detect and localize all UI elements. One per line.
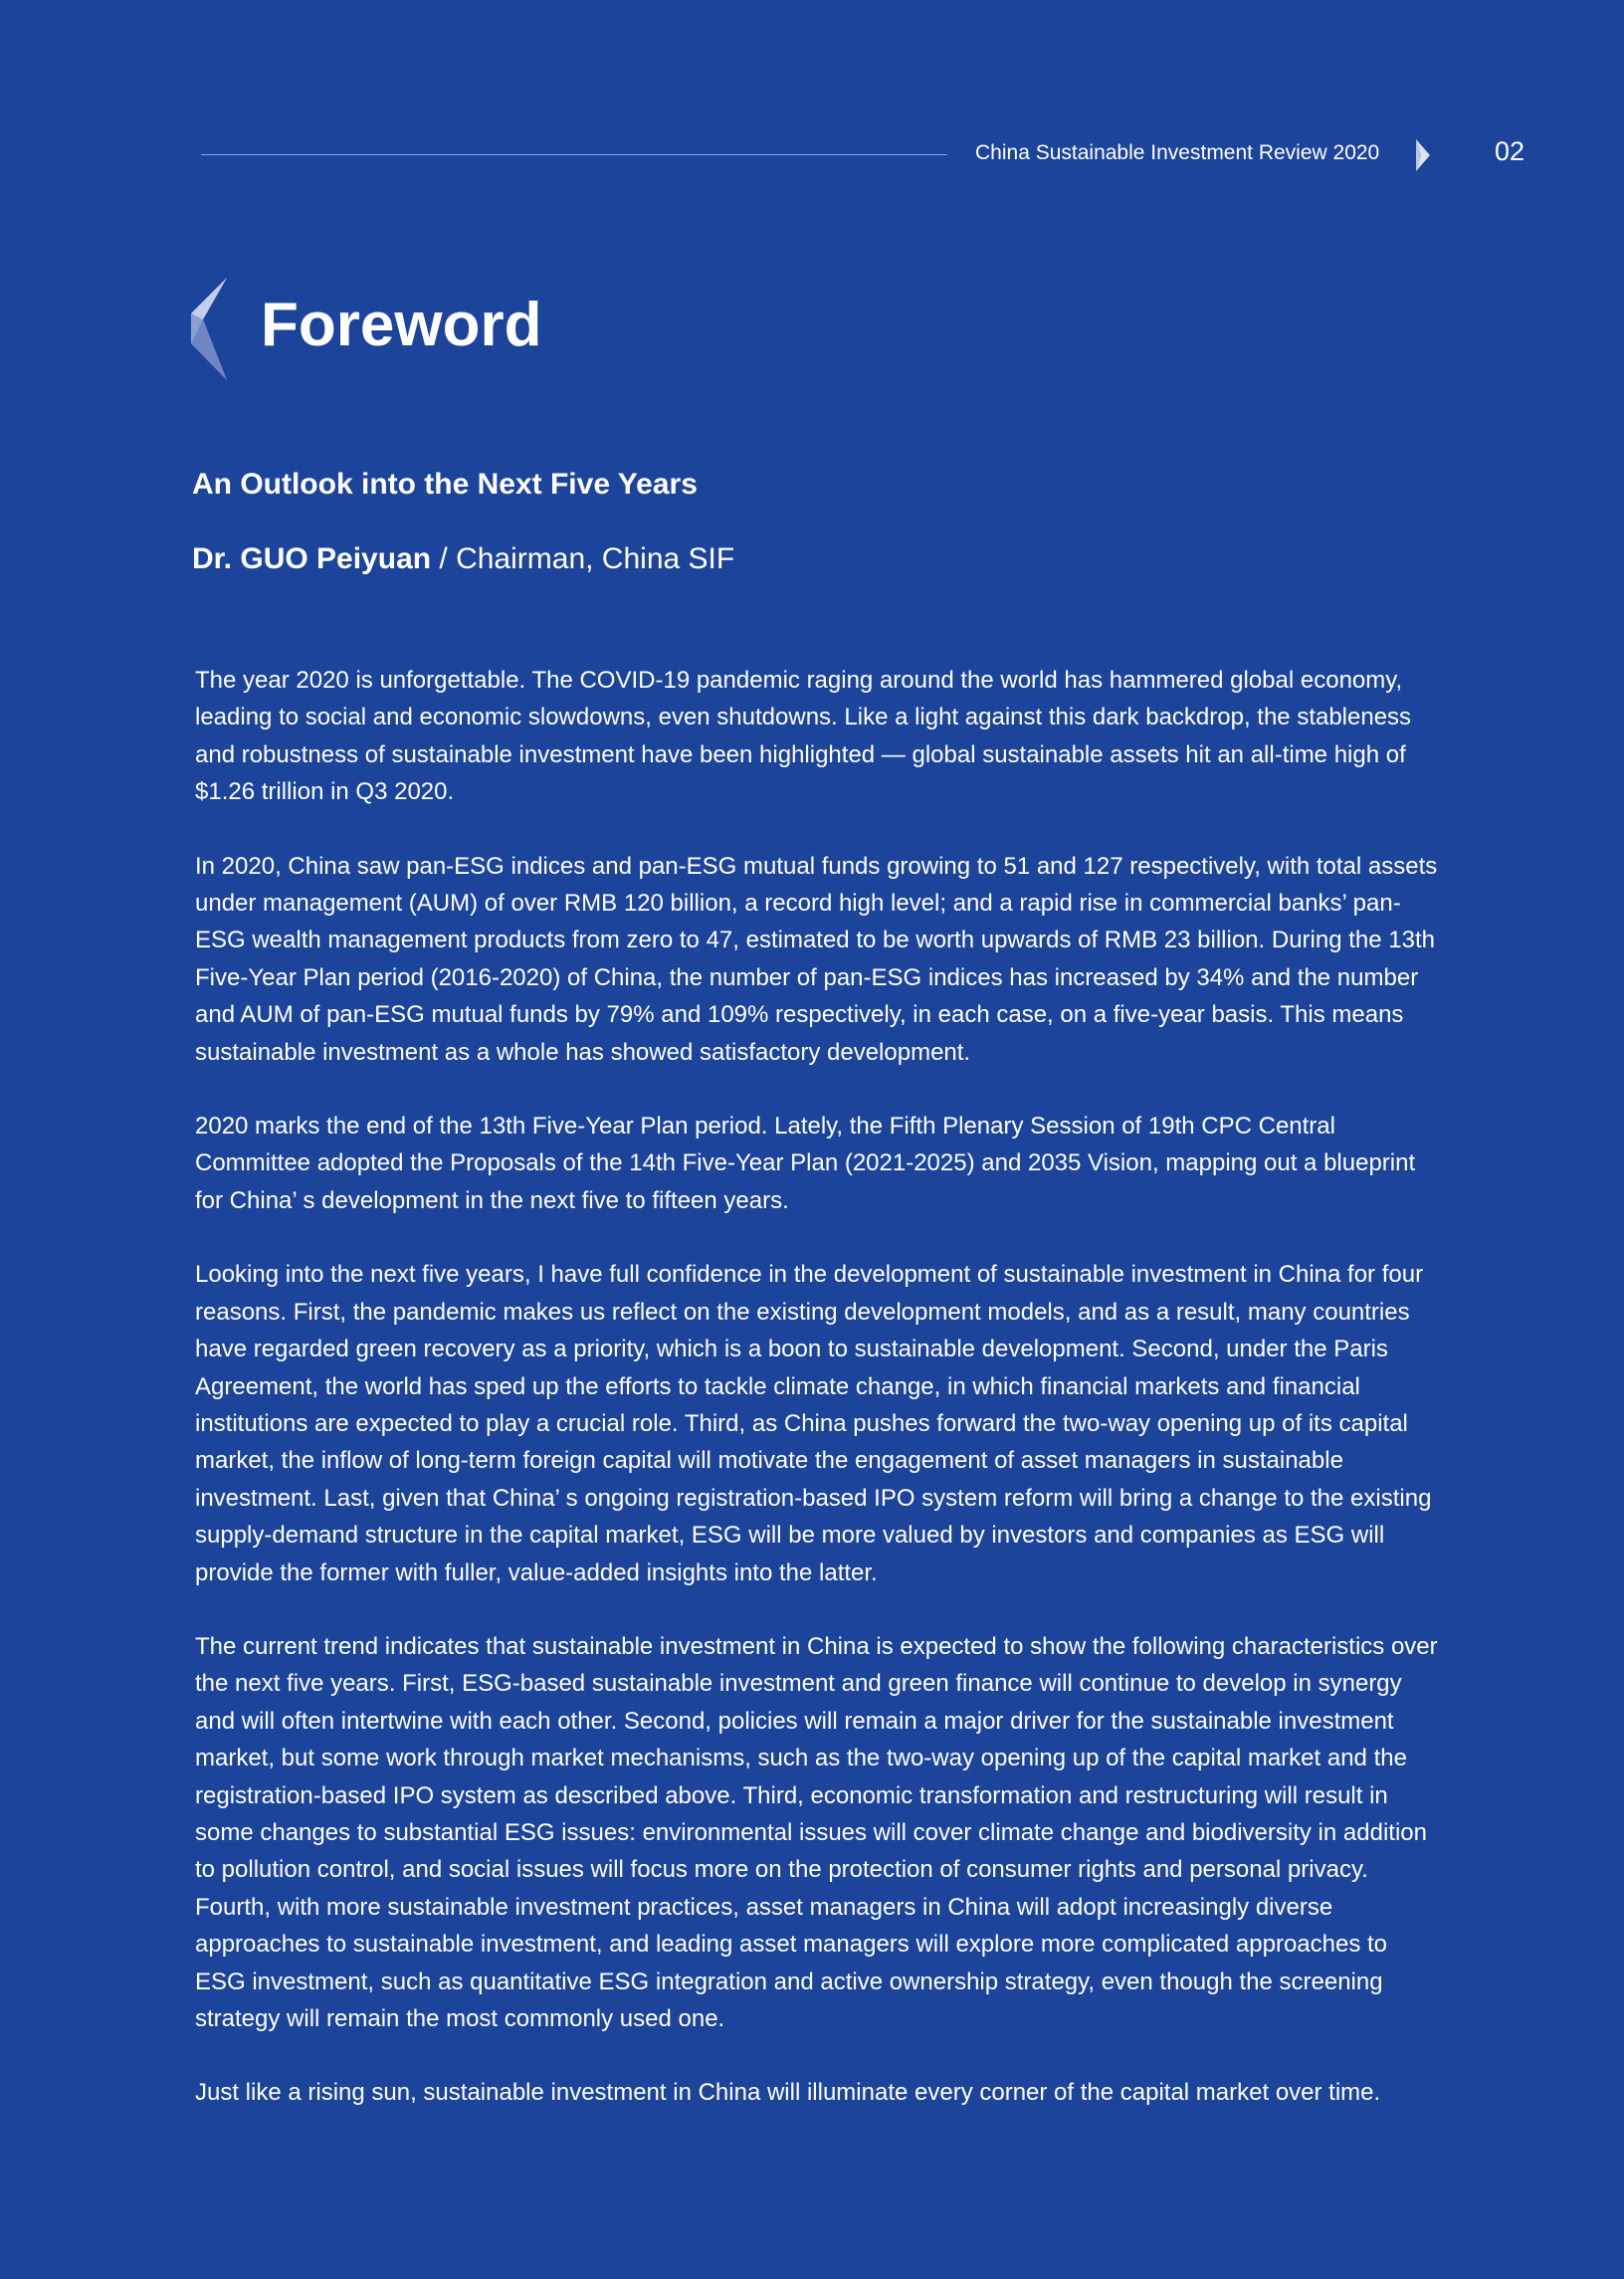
paragraph: 2020 marks the end of the 13th Five-Year Plan period. Lately, the Fifth Plenary Session of 19th CPC Central Committee adopted the Proposals of the 14th Five-Year Plan (2021-2025) and 2035 Vision, mapping out a blueprint for China’ s development in the next five to fifteen years. — [195, 1113, 1416, 1214]
paragraph: The current trend indicates that sustainable investment in China is expected to show the following characteristics over the next five years. First, ESG-based sustainable investment and green finance will continue to develop in synergy and will often intertwine with each other. Second, policies will remain a major driver for the sustainable investment market, but some work through market mechanisms, such as the two-way opening up of the capital market and the registration-based IPO system as described above. Third, economic transformation and restructuring will result in some changes to substantial ESG issues: environmental issues will cover climate change and biodiversity in addition to pollution control, and social issues will focus more on the protection of consumer rights and personal privacy. Fourth, with more sustainable investment practices, asset managers in China will adopt increasingly diverse approaches to sustainable investment, and leading asset managers will explore more complicated approaches to ESG investment, such as quantitative ESG integration and active ownership strategy, even though the screening strategy will remain the most commonly used one. — [195, 1632, 1438, 2032]
paragraph: The year 2020 is unforgettable. The COVID-19 pandemic raging around the world has hammered global economy, leading to social and economic slowdowns, even shutdowns. Like a light against this dark backdrop, the stableness and robustness of sustainable investment have been highlighted — global sustainable assets hit an all-time high of $1.26 trillion in Q3 2020. — [195, 667, 1412, 806]
chevron-left-icon — [191, 278, 227, 380]
chevron-right-icon — [1416, 139, 1430, 171]
author-role: / Chairman, China SIF — [431, 542, 735, 575]
article-body — [195, 662, 1439, 2149]
author-name: Dr. GUO Peiyuan — [192, 542, 432, 575]
page-number: 02 — [1495, 136, 1525, 166]
article-subtitle: An Outlook into the Next Five Years — [192, 468, 698, 501]
header-divider — [201, 154, 947, 155]
paragraph: Looking into the next five years, I have full confidence in the development of sustainable investment in China for four reasons. First, the pandemic makes us reflect on the existing development models, and as a result, many countries have regarded green recovery as a priority, which is a boon to sustainable development. Second, under the Paris Agreement, the world has sped up the efforts to tackle climate change, in which financial markets and financial institutions are expected to play a crucial role. Third, as China pushes forward the two-way opening up of its capital market, the inflow of long-term foreign capital will motivate the engagement of asset managers in sustainable investment. Last, given that China’ s ongoing registration-based IPO system reform will bring a change to the existing supply-demand structure in the capital market, ESG will be more valued by investors and companies as ESG will provide the former with fuller, value-added insights into the latter. — [195, 1261, 1432, 1586]
running-header-title: China Sustainable Investment Review 2020 — [975, 141, 1380, 164]
author-byline — [192, 541, 734, 577]
paragraph: In 2020, China saw pan-ESG indices and pan-ESG mutual funds growing to 51 and 127 respectively, with total assets under management (AUM) of over RMB 120 billion, a record high level; and a rapid rise in commercial banks’ pan-ESG wealth management products from zero to 47, estimated to be worth upwards of RMB 23 billion. During the 13th Five-Year Plan period (2016-2020) of China, the number of pan-ESG indices has increased by 34% and the number and AUM of pan-ESG mutual funds by 79% and 109% respectively, in each case, on a five-year basis. This means sustainable investment as a whole has showed satisfactory development. — [195, 852, 1438, 1066]
page-title: Foreword — [261, 291, 542, 359]
paragraph: Just like a rising sun, sustainable investment in China will illuminate every corner of the capital market over time. — [195, 2079, 1381, 2107]
